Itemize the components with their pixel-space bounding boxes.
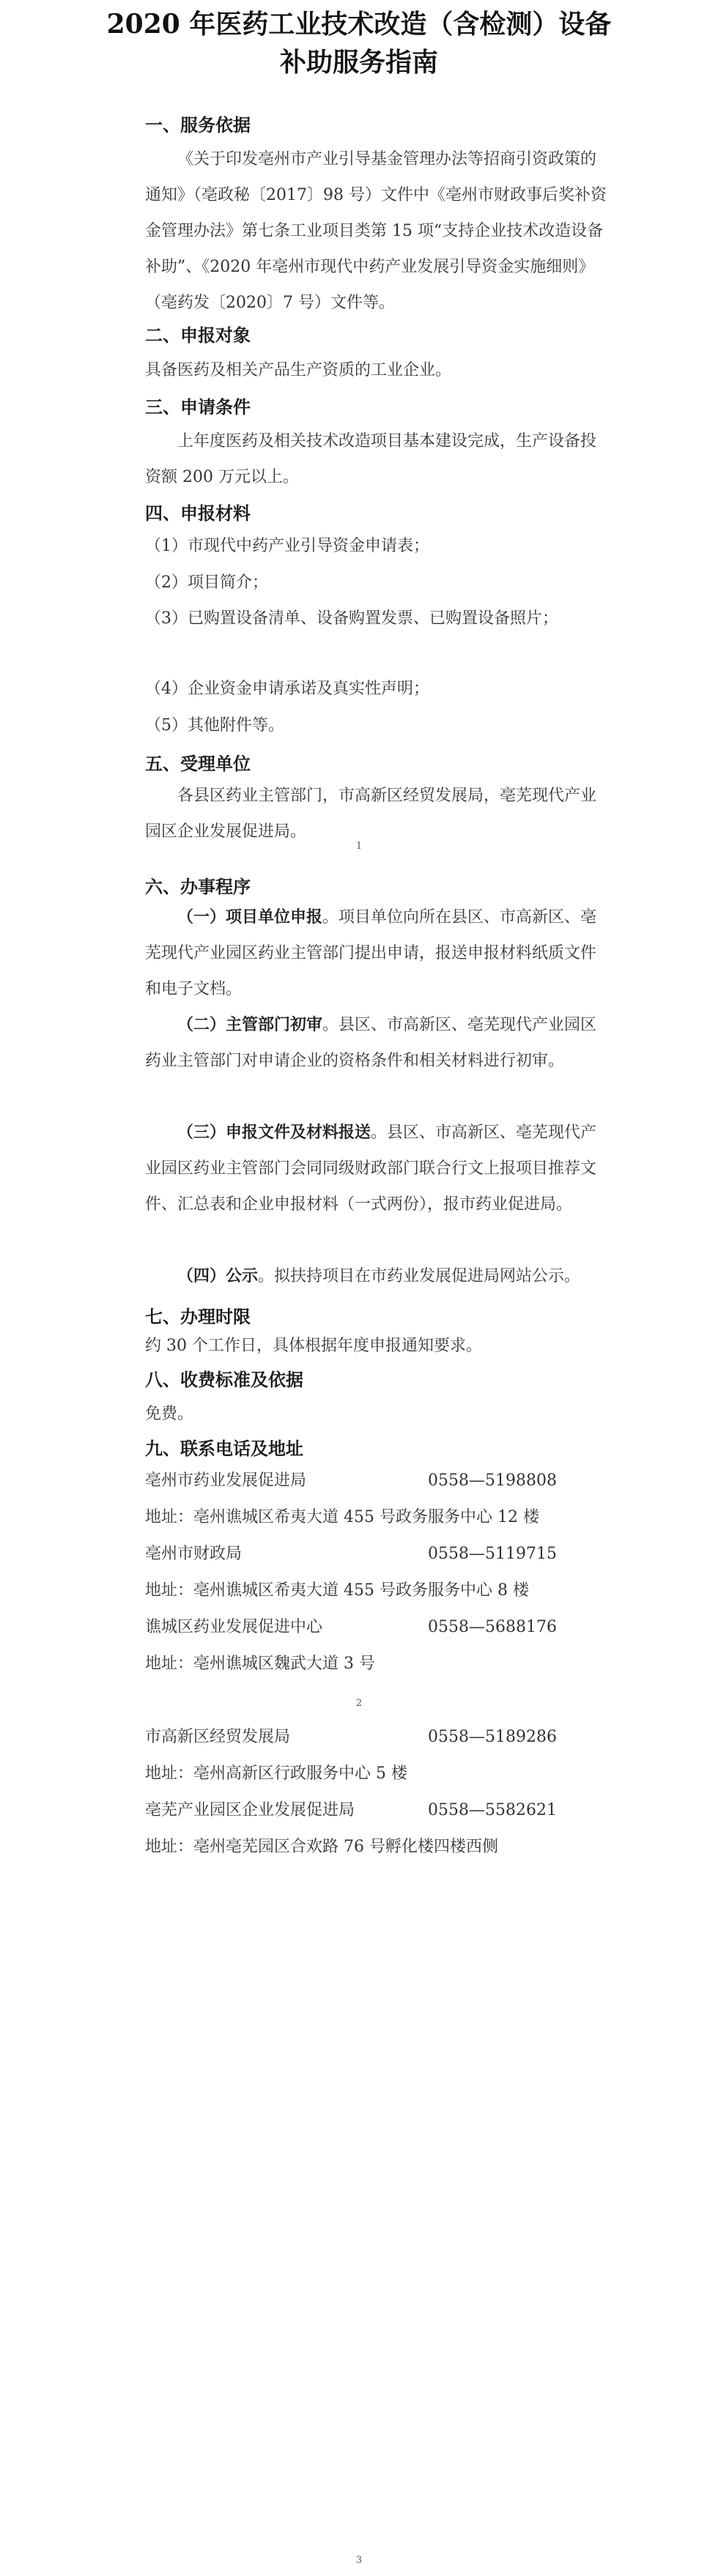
section-5-heading: 五、受理单位 <box>145 754 251 774</box>
section-9-heading: 九、联系电话及地址 <box>145 1439 303 1459</box>
procedure-step-text: 。项目单位向所在县区、市高新区、亳芜现代产业园区药业主管部门提出申请，报送申报材料纸质文件和电子文档。 <box>145 908 597 998</box>
contact-name: 亳芜产业园区企业发展促进局 <box>145 1801 355 1819</box>
procedure-step <box>145 899 611 1007</box>
page-number: 1 <box>355 841 363 852</box>
material-item: （1）市现代中药产业引导资金申请表； <box>145 537 429 555</box>
contact-entry <box>145 1799 614 1822</box>
contact-address: 地址：亳州谯城区魏武大道 3 号 <box>145 1655 375 1673</box>
procedure-step <box>145 1007 611 1079</box>
contact-address: 地址：亳州谯城区希夷大道 455 号政务服务中心 12 楼 <box>145 1508 539 1526</box>
contact-entry <box>145 1726 614 1749</box>
contact-phone: 0558—5198808 <box>428 1471 557 1490</box>
contact-address: 地址：亳州高新区行政服务中心 5 楼 <box>145 1764 407 1783</box>
contact-phone: 0558—5582621 <box>428 1801 557 1819</box>
procedure-step <box>145 1115 611 1222</box>
section-3-text: 上年度医药及相关技术改造项目基本建设完成，生产设备投资额 200 万元以上。 <box>145 432 597 486</box>
contact-phone: 0558—5189286 <box>428 1728 557 1746</box>
material-item: （4）企业资金申请承诺及真实性声明； <box>145 680 429 698</box>
section-6-heading: 六、办事程序 <box>145 877 251 897</box>
contact-address: 地址：亳州谯城区希夷大道 455 号政务服务中心 8 楼 <box>145 1581 529 1600</box>
procedure-step <box>145 1258 611 1294</box>
procedure-step-text: 。拟扶持项目在市药业发展促进局网站公示。 <box>258 1267 581 1285</box>
section-2-heading: 二、申报对象 <box>145 325 251 346</box>
procedure-step-lead: （一）项目单位申报 <box>177 908 323 927</box>
contact-address: 地址：亳州亳芜园区合欢路 76 号孵化楼四楼西侧 <box>145 1838 498 1856</box>
title-line-2: 补助服务指南 <box>279 47 438 78</box>
procedure-step-text: 。县区、市高新区、亳芜现代产业园区药业主管部门会同同级财政部门联合行文上报项目推荐文件、汇总表和企业申报材料（一式两份），报市药业促进局。 <box>145 1124 597 1214</box>
material-item: （3）已购置设备清单、设备购置发票、已购置设备照片； <box>145 609 558 628</box>
section-1-text: 《关于印发亳州市产业引导基金管理办法等招商引资政策的通知》（亳政秘〔2017〕98 号）文件中《亳州市财政事后奖补资金管理办法》第七条工业项目类第 15 项“支持企业技术改造设备补助”、《2020 年亳州市现代中药产业发展引导资金实施细则》（亳药发〔2020〕7 号）文件等。 <box>145 150 607 312</box>
section-7-text: 约 30 个工作日，具体根据年度申报通知要求。 <box>145 1337 482 1355</box>
procedure-step-lead: （四）公示 <box>177 1267 259 1285</box>
section-2-text: 具备医药及相关产品生产资质的工业企业。 <box>145 361 452 379</box>
contact-name: 市高新区经贸发展局 <box>145 1728 291 1746</box>
contact-phone: 0558—5119715 <box>428 1545 557 1563</box>
page-number: 2 <box>355 1698 363 1709</box>
material-item: （2）项目简介； <box>145 574 268 592</box>
section-7-heading: 七、办理时限 <box>145 1307 251 1327</box>
section-8-text: 免费。 <box>145 1405 194 1423</box>
contact-name: 亳州市药业发展促进局 <box>145 1471 307 1490</box>
contact-phone: 0558—5688176 <box>428 1618 557 1636</box>
section-4-heading: 四、申报材料 <box>145 503 251 524</box>
procedure-step-lead: （二）主管部门初审 <box>177 1016 323 1034</box>
section-8-heading: 八、收费标准及依据 <box>145 1370 303 1390</box>
procedure-step-lead: （三）申报文件及材料报送 <box>177 1124 371 1142</box>
page-number: 3 <box>355 2555 363 2566</box>
section-1-heading: 一、服务依据 <box>145 115 251 136</box>
contact-name: 谯城区药业发展促进中心 <box>145 1618 323 1636</box>
contact-entry <box>145 1543 614 1566</box>
contact-entry <box>145 1469 614 1493</box>
procedure-step-text: 。县区、市高新区、亳芜现代产业园区药业主管部门对申请企业的资格条件和相关材料进行初审。 <box>145 1016 597 1070</box>
material-item: （5）其他附件等。 <box>145 716 284 735</box>
contact-name: 亳州市财政局 <box>145 1545 243 1563</box>
section-3-heading: 三、申请条件 <box>145 397 251 417</box>
section-5-text: 各县区药业主管部门，市高新区经贸发展局，亳芜现代产业园区企业发展促进局。 <box>145 787 597 841</box>
title-line-1: 2020 年医药工业技术改造（含检测）设备 <box>106 9 612 40</box>
contact-entry <box>145 1616 614 1639</box>
